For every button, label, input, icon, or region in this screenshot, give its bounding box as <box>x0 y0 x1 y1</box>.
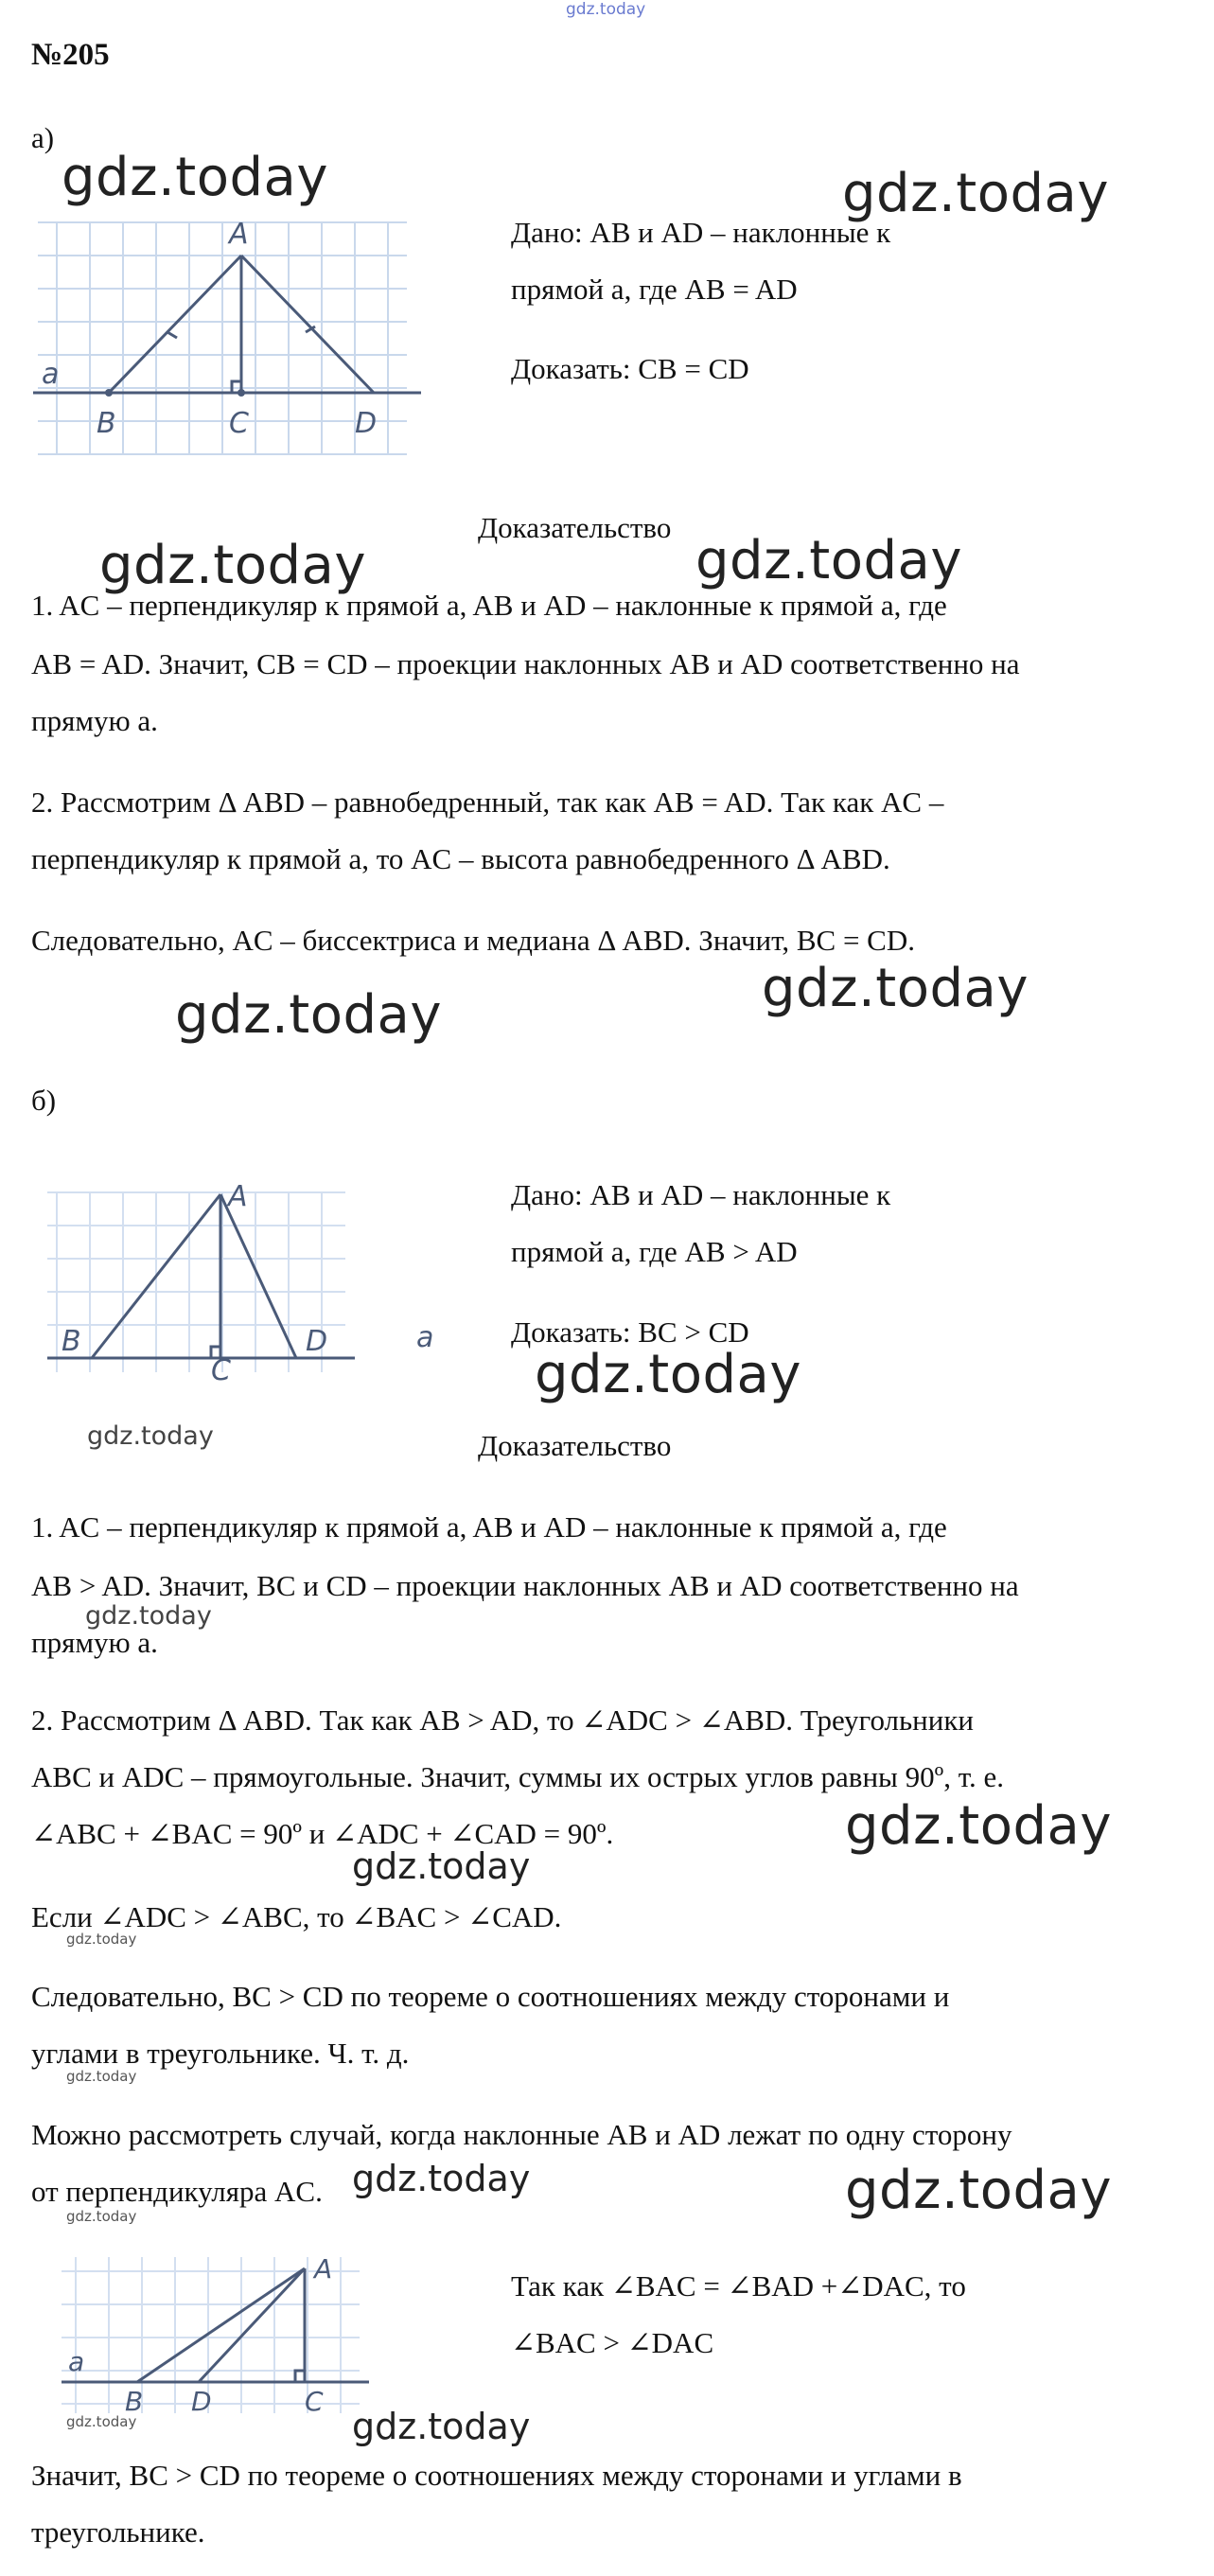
label-b-point: B <box>62 1325 81 1358</box>
watermark: gdz.today <box>535 1344 802 1405</box>
part-b-step1-line2: AB > AD. Значит, BC и CD – проекции наклонных AB и AD соответственно на <box>31 1569 1019 1602</box>
part-a-step1-line1: 1. AC – перпендикуляр к прямой a, AB и AD – наклонные к прямой a, где <box>31 589 947 622</box>
part-b-given-1: Дано: AB и AD – наклонные к <box>511 1178 891 1211</box>
label-c-point: C <box>211 1354 231 1382</box>
label-a-point: A <box>314 2253 333 2285</box>
watermark: gdz.today <box>66 2068 137 2085</box>
part-b-label: б) <box>31 1084 57 1117</box>
part-b-case-2: от перпендикуляра AC. <box>31 2175 323 2208</box>
label-b-point: B <box>97 407 116 440</box>
label-c-point: C <box>305 2386 324 2417</box>
watermark: gdz.today <box>62 147 329 208</box>
watermark: gdz.today <box>762 958 1029 1019</box>
segment-ab <box>137 2268 305 2382</box>
problem-number: №205 <box>31 38 110 72</box>
segment-ad <box>220 1194 296 1358</box>
part-b-case-given-1: Так как ∠BAC = ∠BAD +∠DAC, то <box>511 2269 966 2303</box>
label-line-a: a <box>68 2346 85 2377</box>
part-b-step1-line3: прямую a. <box>31 1626 158 1659</box>
watermark: gdz.today <box>87 1421 214 1451</box>
part-b-prove: Доказать: BC > CD <box>511 1315 749 1349</box>
part-a-step2-line1: 2. Рассмотрим Δ ABD – равнобедренный, так как AB = AD. Так как AC – <box>31 785 944 819</box>
part-b-step2-line1: 2. Рассмотрим Δ ABD. Так как AB > AD, то ∠ADC > ∠ABD. Треугольники <box>31 1703 974 1737</box>
part-b-case-1: Можно рассмотреть случай, когда наклонные AB и AD лежат по одну сторону <box>31 2118 1012 2151</box>
label-line-a: a <box>42 358 60 391</box>
part-b-given-2: прямой a, где AB > AD <box>511 1235 798 1268</box>
part-b-conclusion-2: углами в треугольнике. Ч. т. д. <box>31 2037 410 2070</box>
watermark: gdz.today <box>842 163 1110 224</box>
watermark: gdz.today <box>66 2208 137 2225</box>
part-b-conclusion-1: Следовательно, BC > CD по теореме о соотношениях между сторонами и <box>31 1980 950 2013</box>
part-b-case-given-2: ∠BAC > ∠DAC <box>511 2326 714 2359</box>
part-b-step2-line3: ∠ABC + ∠BAC = 90º и ∠ADC + ∠CAD = 90º. <box>31 1817 614 1850</box>
watermark: gdz.today <box>66 2413 137 2430</box>
label-d-point: D <box>355 407 378 440</box>
part-a-prove: Доказать: CB = CD <box>511 352 749 385</box>
label-a-point: A <box>229 218 249 251</box>
segment-ad <box>199 2268 305 2382</box>
part-a-given-1: Дано: AB и AD – наклонные к <box>511 216 891 249</box>
part-a-step1-line2: AB = AD. Значит, CB = CD – проекции наклонных AB и AD соответственно на <box>31 647 1020 680</box>
watermark: gdz.today <box>175 984 443 1046</box>
figure-a-isosceles <box>28 213 426 464</box>
label-line-a: a <box>416 1321 434 1354</box>
watermark: gdz.today <box>352 2406 531 2447</box>
part-b-if-line: Если ∠ADC > ∠ABC, то ∠BAC > ∠CAD. <box>31 1900 562 1933</box>
part-b-proof-heading: Доказательство <box>478 1429 672 1462</box>
part-a-label: а) <box>31 121 55 154</box>
label-a-point: A <box>228 1180 248 1213</box>
label-d-point: D <box>306 1325 328 1358</box>
part-b-step1-line1: 1. AC – перпендикуляр к прямой a, AB и AD – наклонные к прямой a, где <box>31 1510 947 1544</box>
watermark: gdz.today <box>352 2158 531 2199</box>
site-tag: gdz.today <box>566 0 646 19</box>
watermark: gdz.today <box>99 535 367 596</box>
figure-b-unequal <box>43 1173 449 1382</box>
watermark: gdz.today <box>85 1601 212 1631</box>
label-c-point: C <box>229 407 249 440</box>
part-a-step1-line3: прямую a. <box>31 704 158 737</box>
part-b-final-1: Значит, BC > CD по теореме о соотношениях между сторонами и углами в <box>31 2459 962 2492</box>
part-a-given-2: прямой a, где AB = AD <box>511 273 798 306</box>
part-a-proof-heading: Доказательство <box>478 511 672 544</box>
label-d-point: D <box>191 2386 212 2417</box>
watermark: gdz.today <box>352 1845 531 1887</box>
part-a-conclusion: Следовательно, AC – биссектриса и медиана Δ ABD. Значит, BC = CD. <box>31 924 915 957</box>
part-b-step2-line2: ABC и ADC – прямоугольные. Значит, суммы их острых углов равны 90º, т. е. <box>31 1760 1004 1793</box>
watermark: gdz.today <box>695 530 963 591</box>
part-a-step2-line2: перпендикуляр к прямой a, то AC – высота равнобедренного Δ ABD. <box>31 842 890 875</box>
part-b-final-2: треугольнике. <box>31 2515 205 2549</box>
figure-b-same-side <box>57 2248 378 2418</box>
watermark: gdz.today <box>66 1931 137 1948</box>
watermark: gdz.today <box>845 1795 1113 1857</box>
label-b-point: B <box>125 2386 144 2417</box>
watermark: gdz.today <box>845 2160 1113 2221</box>
